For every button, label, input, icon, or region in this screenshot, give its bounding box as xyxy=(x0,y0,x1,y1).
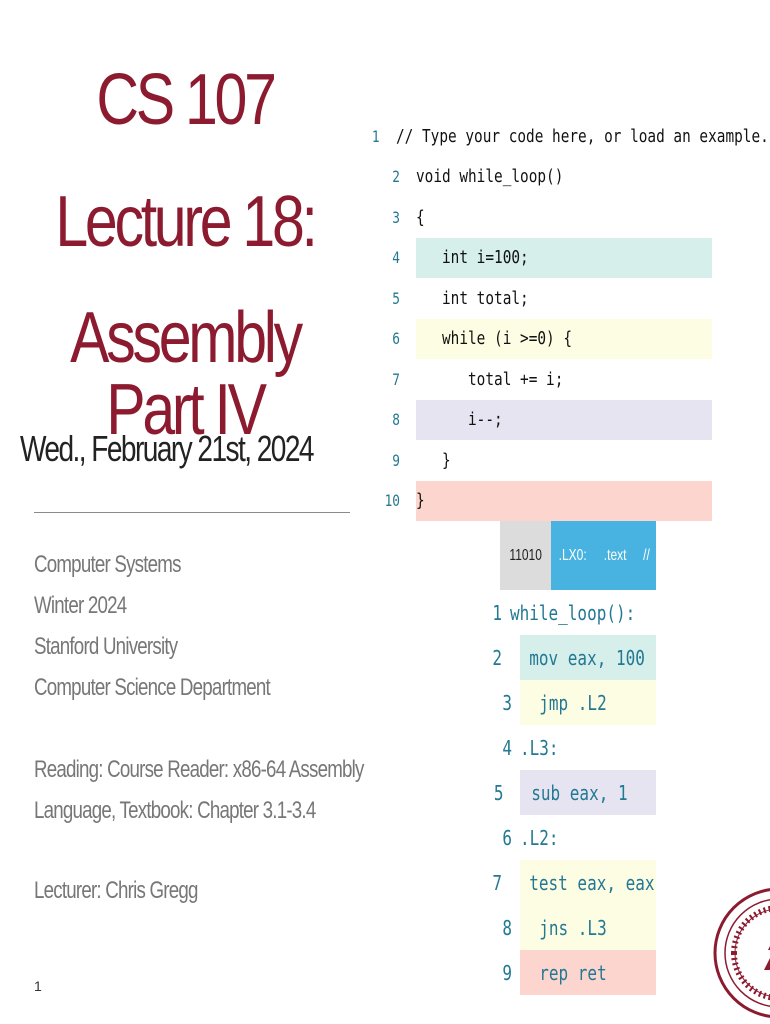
course-info-line: Computer Systems xyxy=(34,551,181,578)
code-text: } xyxy=(416,449,451,471)
asm-code-line xyxy=(490,860,656,905)
divider xyxy=(34,512,350,513)
course-info-line: Stanford University xyxy=(34,633,178,660)
reading-line: Reading: Course Reader: x86-64 Assembly xyxy=(34,756,364,783)
asm-code-line xyxy=(490,590,656,635)
line-number: 9 xyxy=(502,960,512,985)
title-course: CS 107 xyxy=(96,60,274,140)
comments-toggle[interactable]: // xyxy=(636,521,656,590)
asm-code-panel xyxy=(490,590,656,995)
binary-toggle[interactable]: 11010 xyxy=(500,521,551,590)
line-number: 10 xyxy=(384,491,400,511)
lecture-date: Wed., February 21st, 2024 xyxy=(20,428,313,469)
reading-line: Language, Textbook: Chapter 3.1-3.4 xyxy=(34,797,316,824)
line-number: 1 xyxy=(371,126,380,146)
line-number: 9 xyxy=(392,450,400,470)
labels-toggle[interactable]: .LX0: xyxy=(551,521,594,590)
line-number: 7 xyxy=(392,369,400,389)
asm-toolbar xyxy=(500,521,656,590)
asm-code-line xyxy=(490,770,656,815)
asm-text: rep ret xyxy=(520,960,607,985)
code-text: } xyxy=(416,490,425,512)
line-number: 6 xyxy=(392,329,400,349)
reading-info xyxy=(34,749,364,831)
asm-text: jns .L3 xyxy=(520,915,607,940)
line-number: 2 xyxy=(392,167,400,187)
line-number: 4 xyxy=(502,735,512,760)
code-text: int i=100; xyxy=(416,247,529,269)
asm-text: sub eax, 1 xyxy=(511,780,628,805)
asm-code-line xyxy=(490,725,656,770)
asm-text: jmp .L2 xyxy=(520,690,607,715)
asm-code-line xyxy=(490,635,656,680)
page-number: 1 xyxy=(34,978,42,994)
asm-text: mov eax, 100 xyxy=(510,645,645,670)
line-number: 8 xyxy=(502,915,512,940)
asm-text: while_loop(): xyxy=(510,600,636,625)
code-text: int total; xyxy=(416,287,529,309)
code-text: { xyxy=(416,206,425,228)
line-number: 7 xyxy=(492,870,503,895)
asm-code-line xyxy=(490,680,656,725)
asm-text: test eax, eax xyxy=(510,870,655,895)
line-number: 5 xyxy=(392,288,400,308)
asm-code-line xyxy=(490,815,656,860)
line-number: 6 xyxy=(502,825,512,850)
asm-text: .L3: xyxy=(520,735,559,760)
line-number: 4 xyxy=(392,248,400,268)
c-code-line xyxy=(370,319,712,360)
c-code-line xyxy=(370,400,712,441)
line-number: 5 xyxy=(493,780,504,805)
title-topic: Assembly Part IV xyxy=(70,298,300,450)
c-code-line xyxy=(370,238,712,279)
c-code-panel xyxy=(370,116,769,521)
line-number: 3 xyxy=(392,207,400,227)
line-number: 8 xyxy=(392,410,400,430)
c-code-line xyxy=(370,197,712,238)
course-info-line: Computer Science Department xyxy=(34,674,270,701)
lecturer: Lecturer: Chris Gregg xyxy=(34,877,198,904)
directives-toggle[interactable]: .text xyxy=(594,521,636,590)
line-number: 2 xyxy=(492,645,503,670)
course-info-line: Winter 2024 xyxy=(34,592,127,619)
asm-text: .L2: xyxy=(520,825,559,850)
course-info xyxy=(34,544,270,708)
line-number: 1 xyxy=(492,600,503,625)
c-code-line xyxy=(370,359,712,400)
code-text: // Type your code here, or load an example. xyxy=(395,125,769,147)
line-number: 3 xyxy=(502,690,512,715)
code-text: total += i; xyxy=(416,368,564,390)
c-code-line xyxy=(370,278,712,319)
asm-code-line xyxy=(490,905,656,950)
c-code-line xyxy=(370,440,712,481)
title-lecture: Lecture 18: xyxy=(55,182,315,262)
code-text: void while_loop() xyxy=(416,166,564,188)
code-text: while (i >=0) { xyxy=(416,328,573,350)
line-highlight xyxy=(416,481,712,522)
c-code-line xyxy=(370,481,712,522)
c-code-line xyxy=(370,116,769,157)
c-code-line xyxy=(370,157,712,198)
asm-code-line xyxy=(490,950,656,995)
code-text: i--; xyxy=(416,409,503,431)
stanford-seal xyxy=(712,886,770,1020)
